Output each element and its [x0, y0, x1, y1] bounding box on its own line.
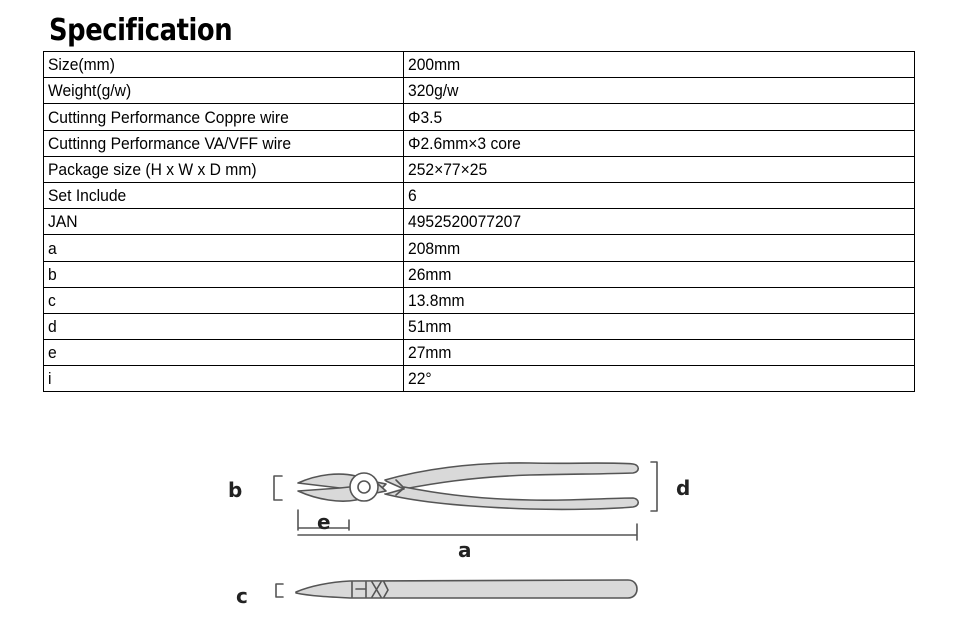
spec-label: Size(mm)	[44, 52, 404, 78]
table-row	[44, 235, 915, 261]
label-a: a	[458, 538, 472, 562]
spec-value: Φ3.5	[404, 104, 915, 130]
table-row	[44, 287, 915, 313]
spec-value: 200mm	[404, 52, 915, 78]
page-title: Specification	[49, 13, 233, 48]
table-row	[44, 313, 915, 339]
table-row	[44, 261, 915, 287]
bracket-b	[274, 476, 282, 500]
table-row	[44, 104, 915, 130]
spec-value: 6	[404, 182, 915, 208]
pliers-handle-lower	[385, 487, 638, 509]
spec-label: JAN	[44, 209, 404, 235]
spec-label: a	[44, 235, 404, 261]
label-d: d	[676, 476, 691, 500]
spec-label: Cuttinng Performance VA/VFF wire	[44, 130, 404, 156]
pliers-handle-upper	[385, 463, 638, 489]
spec-label: Cuttinng Performance Coppre wire	[44, 104, 404, 130]
table-row	[44, 130, 915, 156]
pliers-jaw-lower	[298, 484, 386, 501]
spec-label: Set Include	[44, 182, 404, 208]
spec-label: Weight(g/w)	[44, 78, 404, 104]
pliers-jaw-upper	[298, 474, 386, 492]
label-e: e	[317, 510, 331, 534]
table-row	[44, 182, 915, 208]
spec-value: 27mm	[404, 340, 915, 366]
table-row	[44, 156, 915, 182]
spec-value: Φ2.6mm×3 core	[404, 130, 915, 156]
spec-value: 13.8mm	[404, 287, 915, 313]
bracket-c	[276, 584, 283, 597]
label-b: b	[228, 478, 243, 502]
spec-label: e	[44, 340, 404, 366]
spec-value: 320g/w	[404, 78, 915, 104]
table-row	[44, 366, 915, 392]
table-row	[44, 340, 915, 366]
spec-table	[43, 51, 915, 392]
spec-label: Package size (H x W x D mm)	[44, 156, 404, 182]
spec-value: 208mm	[404, 235, 915, 261]
label-c: c	[236, 584, 248, 608]
spec-value: 252×77×25	[404, 156, 915, 182]
pliers-side-view	[296, 580, 637, 598]
table-row	[44, 78, 915, 104]
bracket-d	[651, 462, 657, 511]
spec-label: i	[44, 366, 404, 392]
spec-value: 51mm	[404, 313, 915, 339]
spec-label: d	[44, 313, 404, 339]
table-row	[44, 52, 915, 78]
spec-label: c	[44, 287, 404, 313]
spec-value: 26mm	[404, 261, 915, 287]
table-row	[44, 209, 915, 235]
spec-label: b	[44, 261, 404, 287]
spec-value: 22°	[404, 366, 915, 392]
spec-value: 4952520077207	[404, 209, 915, 235]
pliers-pivot	[350, 473, 378, 501]
